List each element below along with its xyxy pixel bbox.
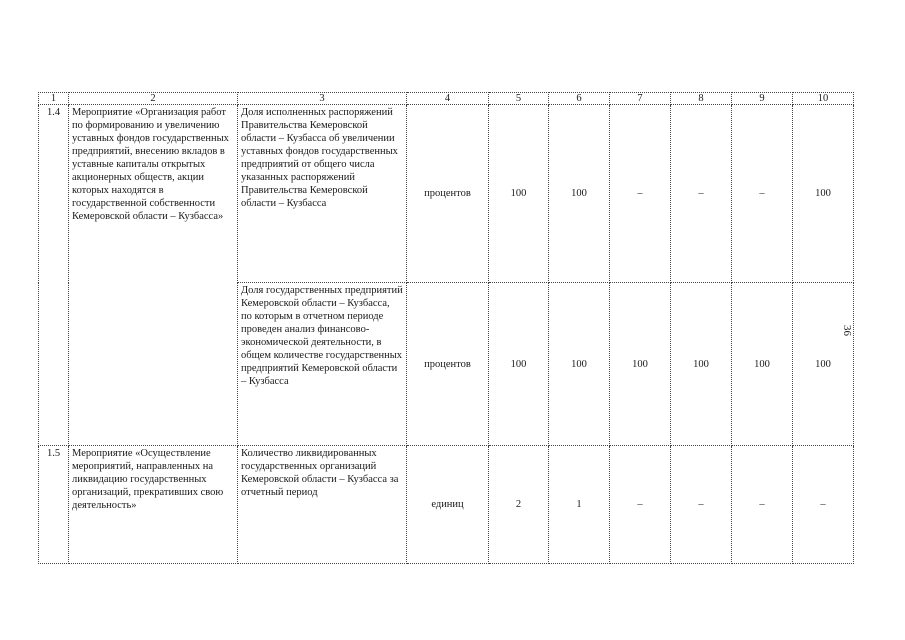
indicator-name: Доля государственных предприятий Кемеровской области – Кузбасса, по которым в отчетном периоде проведен анализ финансово-экономической деятельности, в общем количестве государственных предприятий Кемеровской области – Кузбасса [238,283,407,446]
table-row [39,105,854,283]
unit-cell: процентов [407,283,489,446]
header-cell: 7 [610,93,671,105]
value-cell: – [732,446,793,564]
value-cell: 100 [793,105,854,283]
header-row [39,93,854,105]
measure-name: Мероприятие «Организация работ по формированию и увеличению уставных фондов государственных предприятий, внесению вкладов в уставные капиталы открытых акционерных обществ, акции которых находятся в государственной собственности Кемеровской области – Кузбасса» [69,105,238,446]
value-cell: – [610,446,671,564]
value-cell: – [610,105,671,283]
value-cell: 100 [549,283,610,446]
unit-cell: единиц [407,446,489,564]
header-cell: 4 [407,93,489,105]
value-cell: 100 [549,105,610,283]
table-row [39,446,854,564]
value-cell: 100 [489,105,549,283]
page-number: 36 [841,325,853,336]
header-cell: 5 [489,93,549,105]
indicators-table [38,92,854,564]
value-cell: 100 [489,283,549,446]
row-number: 1.5 [39,446,69,564]
value-cell: 100 [671,283,732,446]
value-cell: – [671,105,732,283]
indicator-name: Количество ликвидированных государственных организаций Кемеровской области – Кузбасса за отчетный период [238,446,407,564]
value-cell: 100 [793,283,854,446]
value-cell: – [732,105,793,283]
value-cell: 100 [610,283,671,446]
header-cell: 2 [69,93,238,105]
header-cell: 8 [671,93,732,105]
unit-cell: процентов [407,105,489,283]
measure-name: Мероприятие «Осуществление мероприятий, направленных на ликвидацию государственных организаций, прекративших свою деятельность» [69,446,238,564]
value-cell: – [793,446,854,564]
header-cell: 6 [549,93,610,105]
row-number: 1.4 [39,105,69,446]
header-cell: 1 [39,93,69,105]
value-cell: 2 [489,446,549,564]
header-cell: 9 [732,93,793,105]
value-cell: 1 [549,446,610,564]
header-cell: 3 [238,93,407,105]
value-cell: – [671,446,732,564]
indicator-name: Доля исполненных распоряжений Правительства Кемеровской области – Кузбасса об увеличении уставных фондов государственных предприятий от общего числа указанных распоряжений Правительства Кемеровской области – Кузбасса [238,105,407,283]
header-cell: 10 [793,93,854,105]
value-cell: 100 [732,283,793,446]
